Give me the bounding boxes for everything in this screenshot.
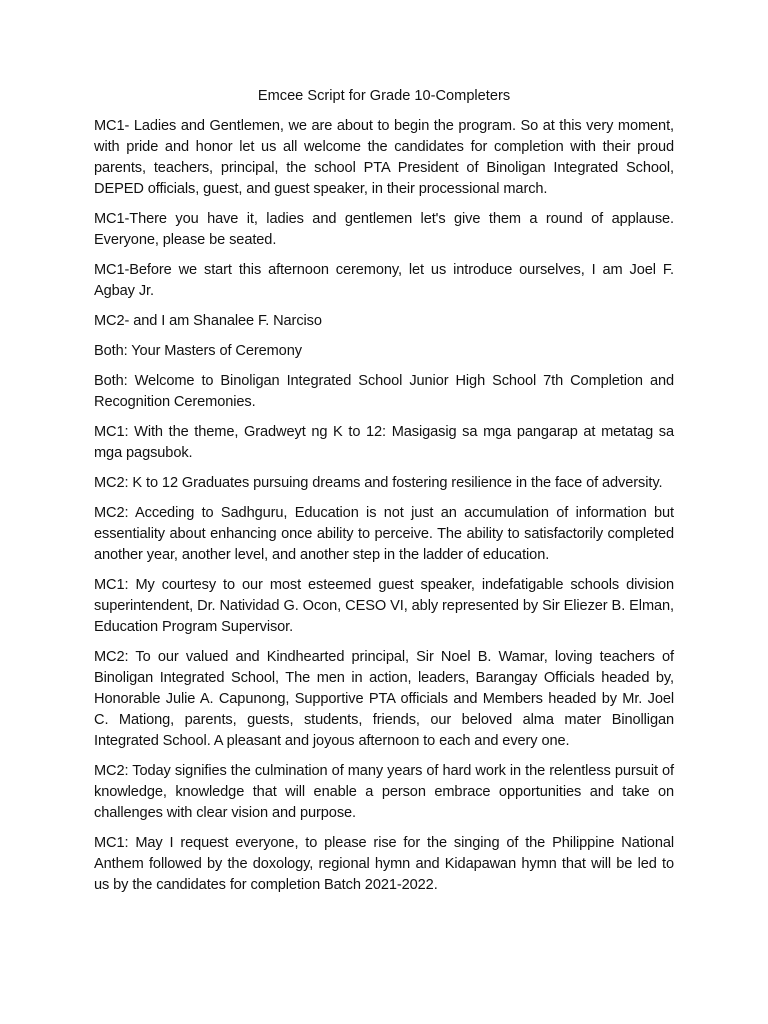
paragraph-processional: MC1- Ladies and Gentlemen, we are about to begin the program. So at this very moment, with pride and honor let us all welcome the candidates for completion with their proud parents, teachers, principal, the school PTA President of Binoligan Integrated School, DEPED officials, guest, and guest speaker, in their processional march. [94, 118, 674, 197]
paragraph-introduce-mc2: MC2- and I am Shanalee F. Narciso [94, 313, 322, 329]
paragraph-welcome: Both: Welcome to Binoligan Integrated School Junior High School 7th Completion and Recognition Ceremonies. [94, 373, 674, 410]
document-title: Emcee Script for Grade 10-Completers [257, 88, 511, 104]
paragraph-acknowledgements: MC2: To our valued and Kindhearted principal, Sir Noel B. Wamar, loving teachers of Binoligan Integrated School, The men in action, leaders, Barangay Officials headed by, Honorable Julie A. Capunong, Supportive PTA officials and Members headed by Mr. Joel C. Mationg, parents, guests, students, friends, our beloved alma mater Binolligan Integrated School. A pleasant and joyous afternoon to each and every one. [94, 649, 674, 749]
paragraph-introduce-mc1: MC1-Before we start this afternoon ceremony, let us introduce ourselves, I am Joel F. Agbay Jr. [94, 262, 674, 299]
paragraph-culmination: MC2: Today signifies the culmination of many years of hard work in the relentless pursuit of knowledge, knowledge that will enable a person embrace opportunities and take on challenges with clear vision and purpose. [94, 763, 674, 821]
paragraph-national-anthem: MC1: May I request everyone, to please rise for the singing of the Philippine National Anthem followed by the doxology, regional hymn and Kidapawan hymn that will be led to us by the candidates for completion Batch 2021-2022. [94, 835, 674, 893]
paragraph-theme: MC1: With the theme, Gradweyt ng K to 12: Masigasig sa mga pangarap at metatag sa mga pagsubok. [94, 424, 674, 461]
paragraph-theme-translation: MC2: K to 12 Graduates pursuing dreams and fostering resilience in the face of adversity. [94, 475, 663, 491]
paragraph-applause: MC1-There you have it, ladies and gentlemen let's give them a round of applause. Everyone, please be seated. [94, 211, 674, 248]
paragraph-masters-of-ceremony: Both: Your Masters of Ceremony [94, 343, 302, 359]
paragraph-guest-speaker: MC1: My courtesy to our most esteemed guest speaker, indefatigable schools division superintendent, Dr. Natividad G. Ocon, CESO VI, ably represented by Sir Eliezer B. Elman, Education Program Supervisor. [94, 577, 674, 635]
paragraph-sadhguru-quote: MC2: Acceding to Sadhguru, Education is not just an accumulation of information but essentiality about enhancing once ability to perceive. The ability to satisfactorily completed another year, another level, and another step in the ladder of education. [94, 505, 674, 563]
